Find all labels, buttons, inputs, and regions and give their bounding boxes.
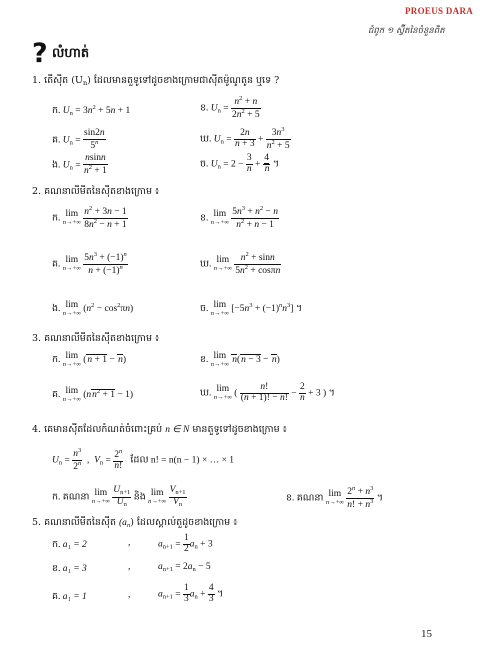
q1-item-k: ក. $U_n = 3n^2 + 5n + 1$: [52, 104, 131, 117]
q5-comma-k: ,: [128, 538, 131, 548]
question-3: 3. គណនាលីមីតនៃស៊ីតខាងក្រោម ៖: [32, 333, 160, 344]
q3-item-g: គ. lim n→+∞ $(nn^2 + 1 - 1)$: [52, 386, 134, 403]
q4-item-kh: ខ. គណនា lim n→+∞ $\frac{2^n + n^3}{n! + n^3}$ ។: [286, 485, 384, 510]
q5-recurrence-k: $a_{n+1}$ = $\frac{1}{2}$ $a_n + 3$: [158, 533, 213, 554]
q3-item-kh: ខ. lim n→+∞ n(n − 3 − n): [200, 351, 280, 368]
q2-item-g: គ. lim n→+∞ $\frac{5n^3 + (-1)^n}{n + (-1)^n}$: [52, 251, 127, 276]
chapter-header: ជំពូក ១ ស្វ៊ីតនៃចំនួនពិត: [368, 26, 445, 36]
q2-item-gh: ឃ. lim n→+∞ $\frac{n^2 + \sin n}{5n^2 + \cos\pi n}$: [200, 251, 281, 276]
brand-label: PROEUS DARA: [405, 6, 474, 16]
question-mark-icon: ?: [32, 38, 48, 69]
q3-item-k: ក. lim n→+∞ (n + 1 − n): [52, 351, 127, 368]
question-4: 4. គេមានស៊ីតដែលកំណត់ចំពោះគ្រប់ n ∈ N មានតួទូទៅដូចខាងក្រោម ៖: [32, 424, 287, 435]
q2-item-kh: ខ. lim n→+∞ $\frac{5n^3 + n^2 - n}{n^2 + n - 1}$: [200, 205, 278, 230]
q1-item-ng: ង. $U_n$ = $\frac{nsinn}{n^2 + 1}$: [52, 153, 107, 176]
section-title: លំហាត់: [52, 46, 90, 61]
q5-item-g: គ. a₁ = 1: [52, 592, 87, 602]
q2-item-ch: ច. lim n→+∞ $[-5n^3 + (-1)^nn^3]$ ។: [200, 300, 303, 317]
q5-comma-g: ,: [128, 590, 131, 600]
q4-item-k: ក. គណនា lim n→+∞ $\frac{U_{n+1}}{U_n}$ និង lim n→+∞ $\frac{V_{n+1}}{V_n}$: [52, 485, 186, 508]
question-5: 5. គណនាលីមីតនៃស៊ីត $(a_n)$ ដែលស្គាល់តួដូចខាងក្រោម ៖: [32, 517, 238, 529]
q1-item-g: គ. $U_n$ = $\frac{\sin 2n}{5^n}$: [52, 128, 105, 151]
q5-recurrence-g: $a_{n+1}$ = $\frac{1}{3}$ $a_n$ + $\frac{4}{3}$ ។: [158, 583, 224, 604]
q2-item-k: ក. lim n→+∞ $\frac{n^2 + 3n - 1}{8n^2 - n + 1}$: [52, 205, 127, 230]
page-number: 15: [421, 628, 432, 640]
q1-item-kh: ខ. $U_n$ = $\frac{n^2 + n}{2n^2 + 5}$: [200, 95, 260, 120]
q4-definition: $U_n$ = $\frac{n^3}{2^n}$ , $V_n$ = $\frac{2^n}{n!}$ ដែល n! = n(n − 1) × … × 1: [52, 447, 235, 472]
q5-comma-kh: ,: [128, 562, 131, 572]
q5-recurrence-kh: $a_{n+1} = 2a_n - 5$: [158, 562, 211, 573]
question-1: 1. តើស៊ីត $(U_n)$ ដែលមានតួទូទៅដូចខាងក្រោមជាស៊ីតម៉ូណូតូន ឬទេ ?: [32, 75, 280, 87]
question-2: 2. គណនាលីមីតនៃស៊ីតខាងក្រោម ៖: [32, 186, 160, 197]
q1-item-gh: ឃ. $U_n$ = $\frac{2n}{n + 3}$ + $\frac{3n^3}{n^2 + 5}$: [200, 126, 290, 151]
q1-item-ch: ច. $U_n = 2$ − $\frac{3}{n}$ + $\frac{4}{n}$ ។: [200, 153, 280, 174]
q2-item-ng: ង. lim n→+∞ $(n^2 - \cos^2\pi n)$: [52, 300, 134, 317]
q3-item-gh: ឃ. lim n→+∞ ( $\frac{n!}{(n + 1)! - n!}$ − $\frac{2}{n}$ + 3 ) ។: [200, 382, 335, 403]
q5-item-k: ក. a₁ = 2: [52, 540, 87, 550]
q5-item-kh: ខ. a₁ = 3: [52, 564, 87, 574]
